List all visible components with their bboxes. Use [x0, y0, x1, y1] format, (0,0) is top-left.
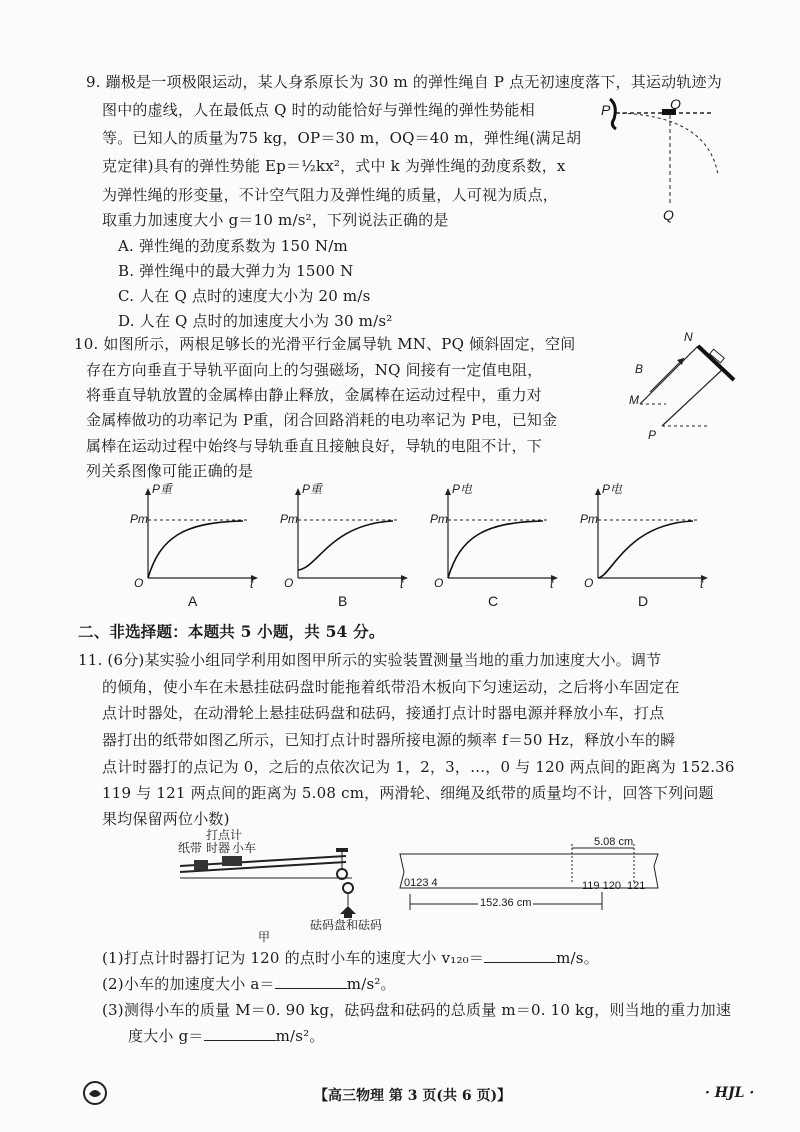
q10-graph-pm-label: Pm [580, 512, 598, 526]
q10-graph-option-label: B [338, 593, 348, 609]
q11-line-6: 119 与 121 两点间的距离为 5.08 cm，两滑轮、细绳及纸带的质量均不计，回答下列问题 [102, 784, 714, 802]
q10-graph-pm-label: Pm [430, 512, 448, 526]
q9-label-o: O [670, 96, 681, 112]
q10-graph-a [128, 488, 258, 583]
footer-code: · HJL · [705, 1085, 755, 1101]
q10-graph-origin-label: O [584, 576, 594, 590]
q10-line-5: 属棒在运动过程中始终与导轨垂直且接触良好，导轨的电阻不计，下 [86, 437, 543, 455]
q10-graph-pm-label: Pm [280, 512, 298, 526]
q9-line-6: 取重力加速度大小 g＝10 m/s²，下列说法正确的是 [102, 211, 449, 229]
q11-line-3: 点计时器处，在动滑轮上悬挂砝码盘和砝码，接通打点计时器电源并释放小车，打点 [102, 704, 665, 722]
q10-graph-curve [448, 521, 543, 578]
q10-graph-option-label: D [638, 593, 649, 609]
q10-graph-x-label: t [700, 577, 704, 591]
q10-graph-origin-label: O [434, 576, 444, 590]
q9-bungee-figure [596, 95, 736, 225]
q11-label-timer: 打点计 [206, 828, 243, 842]
q11-subq-2: (2)小车的加速度大小 a＝ m/s²。 [102, 975, 396, 993]
q9-line-2: 图中的虚线，人在最低点 Q 时的动能恰好与弹性绳的弹性势能相 [102, 101, 535, 119]
q11-label-weights: 砝码盘和砝码 [310, 918, 383, 932]
q10-graph-b [278, 488, 408, 583]
q10-graph-d [578, 488, 708, 583]
q10-graph-option-label: C [488, 593, 499, 609]
q9-label-q: Q [663, 207, 674, 223]
q11-tape-d1: 5.08 cm [594, 836, 634, 848]
q11-subq-4: 度大小 g＝ m/s²。 [128, 1027, 325, 1045]
q10-label-m: M [629, 393, 639, 407]
q10-graph-x-label: t [250, 577, 254, 591]
publisher-logo-icon [82, 1080, 108, 1106]
q9-line-1: 9. 蹦极是一项极限运动，某人身系原长为 30 m 的弹性绳自 P 点无初速度落下，其运动轨迹为 [86, 73, 722, 91]
q10-line-4: 金属棒做功的功率记为 P重，闭合回路消耗的电功率记为 P电，已知金 [86, 411, 558, 429]
q9-label-p: P [601, 102, 611, 118]
q11-line-1: 11. (6分)某实验小组同学利用如图甲所示的实验装置测量当地的重力加速度大小。调节 [78, 651, 662, 669]
q10-label-b: B [635, 362, 644, 376]
q10-rails-figure [622, 336, 742, 446]
q10-line-2: 存在方向垂直于导轨平面向上的匀强磁场，NQ 间接有一定值电阻， [86, 361, 543, 379]
q10-graph-y-label: P电 [602, 482, 623, 496]
q11-label-timer2: 时器 [206, 841, 231, 855]
footer-page-info: 【高三物理 第 3 页(共 6 页)】 [314, 1088, 512, 1104]
q10-label-n: N [684, 330, 693, 344]
q11-label-cart: 小车 [232, 841, 257, 855]
q9-line-5: 为弹性绳的形变量，不计空气阻力及弹性绳的质量，人可视为质点， [102, 186, 559, 204]
q11-answer-blank-1[interactable] [484, 948, 556, 963]
q10-label-p: P [648, 428, 657, 442]
q10-line-3: 将垂直导轨放置的金属棒由静止释放，金属棒在运动过程中，重力对 [86, 386, 543, 404]
q10-graph-c [428, 488, 558, 583]
q10-graph-x-label: t [400, 577, 404, 591]
q11-line-5: 点计时器打的点记为 0，之后的点依次记为 1，2，3，…，0 与 120 两点间的距离为 152.36 [102, 758, 735, 776]
q10-graph-origin-label: O [284, 576, 294, 590]
q10-graph-curve [598, 521, 693, 578]
q11-line-7: 果均保留两位小数) [102, 810, 230, 828]
q11-line-4: 器打出的纸带如图乙所示，已知打点计时器所接电源的频率 f＝50 Hz，释放小车的瞬 [102, 731, 676, 749]
q11-answer-blank-2[interactable] [275, 974, 347, 989]
q11-answer-blank-3[interactable] [204, 1026, 276, 1041]
q10-line-1: 10. 如图所示，两根足够长的光滑平行金属导轨 MN、PQ 倾斜固定，空间 [74, 335, 576, 353]
q9-line-3: 等。已知人的质量为75 kg，OP＝30 m，OQ＝40 m，弹性绳(满足胡 [102, 129, 582, 147]
q11-tape-points-right: 119 120 121 [582, 880, 646, 892]
q9-line-4: 克定律)具有的弹性势能 Ep＝½kx²，式中 k 为弹性绳的劲度系数，x [102, 157, 566, 175]
q10-graph-origin-label: O [134, 576, 144, 590]
q11-line-2: 的倾角，使小车在未悬挂砝码盘时能拖着纸带沿木板向下匀速运动，之后将小车固定在 [102, 678, 680, 696]
q10-graph-y-label: P电 [452, 482, 473, 496]
q10-graph-y-label: P重 [302, 482, 323, 496]
q10-graph-curve [298, 521, 393, 570]
q10-graph-curve [148, 521, 243, 578]
q10-graph-pm-label: Pm [130, 512, 148, 526]
q9-option-a: A. 弹性绳的劲度系数为 150 N/m [118, 237, 348, 255]
q11-tape-points-left: 0123 4 [404, 877, 438, 889]
q11-caption-jia: 甲 [258, 930, 271, 944]
q9-option-c: C. 人在 Q 点时的速度大小为 20 m/s [118, 287, 371, 305]
q11-subq-3: (3)测得小车的质量 M＝0. 90 kg，砝码盘和砝码的总质量 m＝0. 10 kg，则当地的重力加速 [102, 1001, 732, 1019]
q9-option-b: B. 弹性绳中的最大弹力为 1500 N [118, 262, 354, 280]
q9-option-d: D. 人在 Q 点时的加速度大小为 30 m/s² [118, 312, 393, 330]
section-2-title: 二、非选择题：本题共 5 小题，共 54 分。 [78, 622, 385, 641]
q11-tape-d2: 152.36 cm [480, 897, 532, 909]
q10-graph-x-label: t [550, 577, 554, 591]
q10-line-6: 列关系图像可能正确的是 [86, 462, 254, 480]
q11-label-tape: 纸带 [178, 841, 203, 855]
q10-graph-y-label: P重 [152, 482, 173, 496]
q10-graph-option-label: A [188, 593, 198, 609]
q11-subq-1: (1)打点计时器打记为 120 的点时小车的速度大小 v₁₂₀＝ m/s。 [102, 949, 599, 967]
